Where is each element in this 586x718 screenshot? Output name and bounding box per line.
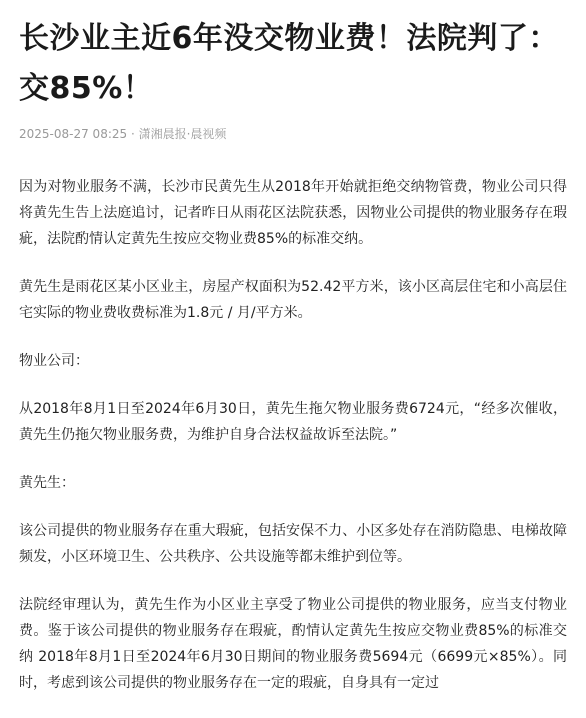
article-paragraph: 该公司提供的物业服务存在重大瑕疵，包括安保不力、小区多处存在消防隐患、电梯故障频发，小区环境卫生、公共秩序、公共设施等都未维护到位等。 <box>19 523 567 565</box>
article-paragraph: 因为对物业服务不满，长沙市民黄先生从2018年开始就拒绝交纳物管费，物业公司只得将黄先生告上法庭追讨，记者昨日从雨花区法院获悉，因物业公司提供的物业服务存在瑕疵，法院酌情认定黄先生按应交物业费85%的标准交纳。 <box>19 179 567 247</box>
article-title: 长沙业主近6年没交物业费！法院判了：交85%！ <box>19 21 559 106</box>
article-paragraph: 黄先生是雨花区某小区业主，房屋产权面积为52.42平方米，该小区高层住宅和小高层住宅实际的物业费收费标准为1.8元 / 月/平方米。 <box>19 279 567 321</box>
article-paragraph: 法院经审理认为，黄先生作为小区业主享受了物业公司提供的物业服务，应当支付物业费。鉴于该公司提供的物业服务存在瑕疵，酌情认定黄先生按应交物业费85%的标准交纳 2018年8月1日至2024年6月30日期间的物业服务费5694元（6699元×85%）。同时，考虑到该公司提供的物业服务存在一定的瑕疵，自身具有一定过 <box>19 597 567 691</box>
article-paragraph: 物业公司： <box>19 353 89 369</box>
article <box>19 0 567 718</box>
article-paragraph: 黄先生： <box>19 475 75 491</box>
article-paragraph: 从2018年8月1日至2024年6月30日，黄先生拖欠物业服务费6724元，“经多次催收，黄先生仍拖欠物业服务费，为维护自身合法权益故诉至法院。” <box>19 401 567 443</box>
article-meta: 2025-08-27 08:25 · 潇湘晨报·晨视频 <box>19 127 227 141</box>
article-body <box>19 174 567 696</box>
